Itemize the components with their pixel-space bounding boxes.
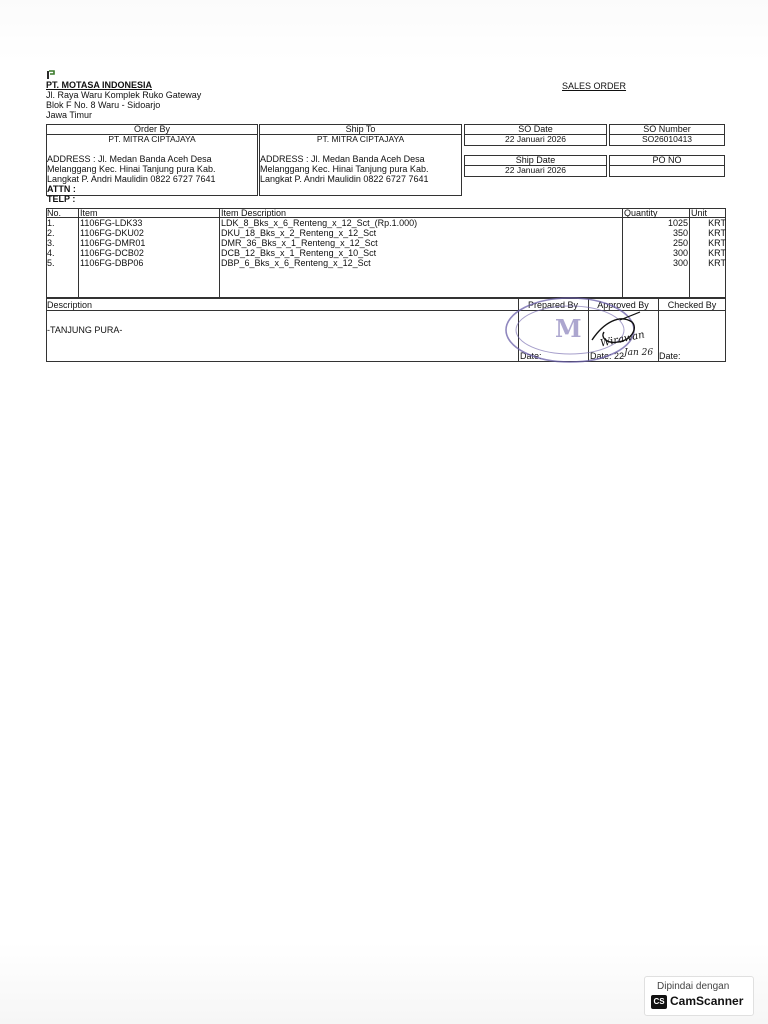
order-by-header: Order By [133,124,170,134]
row-1-no: 1. [47,218,55,228]
checked-date-label: Date: [659,351,681,361]
col-header-item: Item [80,208,98,218]
approved-date-label: Date: 22 [590,351,625,361]
prepared-date-label: Date: [520,351,542,361]
po-no-divider [609,165,725,166]
row-5-no: 5. [47,258,55,268]
so-number-header: SO Number [643,124,691,134]
row-4-desc: DCB_12_Bks_x_1_Renteng_x_10_Sct [221,248,377,258]
company-logo-icon [46,70,55,80]
prepared-by-label: Prepared By [527,300,579,310]
so-date-value: 22 Januari 2026 [505,134,566,144]
col-header-unit: Unit [691,208,708,218]
order-by-address-1: ADDRESS : Jl. Medan Banda Aceh Desa [47,154,212,164]
row-3-no: 3. [47,238,55,248]
ship-to-header: Ship To [345,124,376,134]
col-header-desc: Item Description [221,208,287,218]
order-by-address-2: Melanggang Kec. Hinai Tanjung pura Kab. [47,164,216,174]
col-header-qty: Quantity [624,208,658,218]
row-2-qty: 350 [672,228,688,238]
row-5-item: 1106FG-DBP06 [80,258,144,268]
company-address-line-2: Blok F No. 8 Waru - Sidoarjo [46,100,161,110]
approved-by-label: Approved By [597,300,649,310]
ship-to-address-2: Melanggang Kec. Hinai Tanjung pura Kab. [260,164,429,174]
col-header-no: No. [47,208,62,218]
row-5-qty: 300 [672,258,688,268]
row-5-unit: KRT [708,258,726,268]
ship-date-header: Ship Date [515,155,556,165]
ship-to-address-3: Langkat P. Andri Maulidin 0822 6727 7641 [260,174,429,184]
checked-by-label: Checked By [667,300,717,310]
so-date-header: SO Date [518,124,553,134]
row-2-unit: KRT [708,228,726,238]
row-1-desc: LDK_8_Bks_x_6_Renteng_x_12_Sct_(Rp.1.000) [221,218,418,228]
order-by-name: PT. MITRA CIPTAJAYA [108,134,196,144]
watermark-caption: Dipindai dengan [657,981,730,992]
row-1-item: 1106FG-LDK33 [80,218,143,228]
row-2-desc: DKU_18_Bks_x_2_Renteng_x_12_Sct [221,228,377,238]
description-label: Description [47,300,93,310]
row-4-item: 1106FG-DCB02 [80,248,144,258]
row-3-qty: 250 [672,238,688,248]
row-4-unit: KRT [708,248,726,258]
row-4-no: 4. [47,248,55,258]
row-2-item: 1106FG-DKU02 [80,228,144,238]
col-divider-qty [622,208,623,298]
row-1-unit: KRT [708,218,726,228]
row-2-no: 2. [47,228,55,238]
order-by-telp: TELP : [47,194,76,204]
order-by-attn: ATTN : [47,184,76,194]
order-by-address-3: Langkat P. Andri Maulidin 0822 6727 7641 [47,174,216,184]
row-3-unit: KRT [708,238,726,248]
row-1-qty: 1025 [667,218,688,228]
description-value: -TANJUNG PURA- [47,325,123,335]
approved-date-handwritten: Jan 26 [624,348,654,358]
document-title: SALES ORDER [562,81,627,91]
svg-text:M: M [555,314,582,343]
ship-to-name: PT. MITRA CIPTAJAYA [316,134,405,144]
col-divider-item [78,208,79,298]
company-name: PT. MOTASA INDONESIA [46,80,153,90]
ship-to-address-1: ADDRESS : Jl. Medan Banda Aceh Desa [260,154,425,164]
po-no-header: PO NO [652,155,682,165]
row-4-qty: 300 [672,248,688,258]
row-3-item: 1106FG-DMR01 [80,238,146,248]
company-address-line-1: Jl. Raya Waru Komplek Ruko Gateway [46,90,202,100]
row-5-desc: DBP_6_Bks_x_6_Renteng_x_12_Sct [221,258,371,268]
handwritten-signature: Wirawan [599,329,646,350]
row-3-desc: DMR_36_Bks_x_1_Renteng_x_12_Sct [221,238,378,248]
camscanner-watermark [644,976,754,1016]
watermark-brand: CamScanner [670,994,744,1008]
so-number-value: SO26010413 [641,134,693,144]
camscanner-logo-icon: CS [651,995,667,1009]
col-divider-desc [219,208,220,298]
company-address-line-3: Jawa Timur [46,110,93,120]
description-divider [46,310,518,311]
ship-date-value: 22 Januari 2026 [505,165,566,175]
